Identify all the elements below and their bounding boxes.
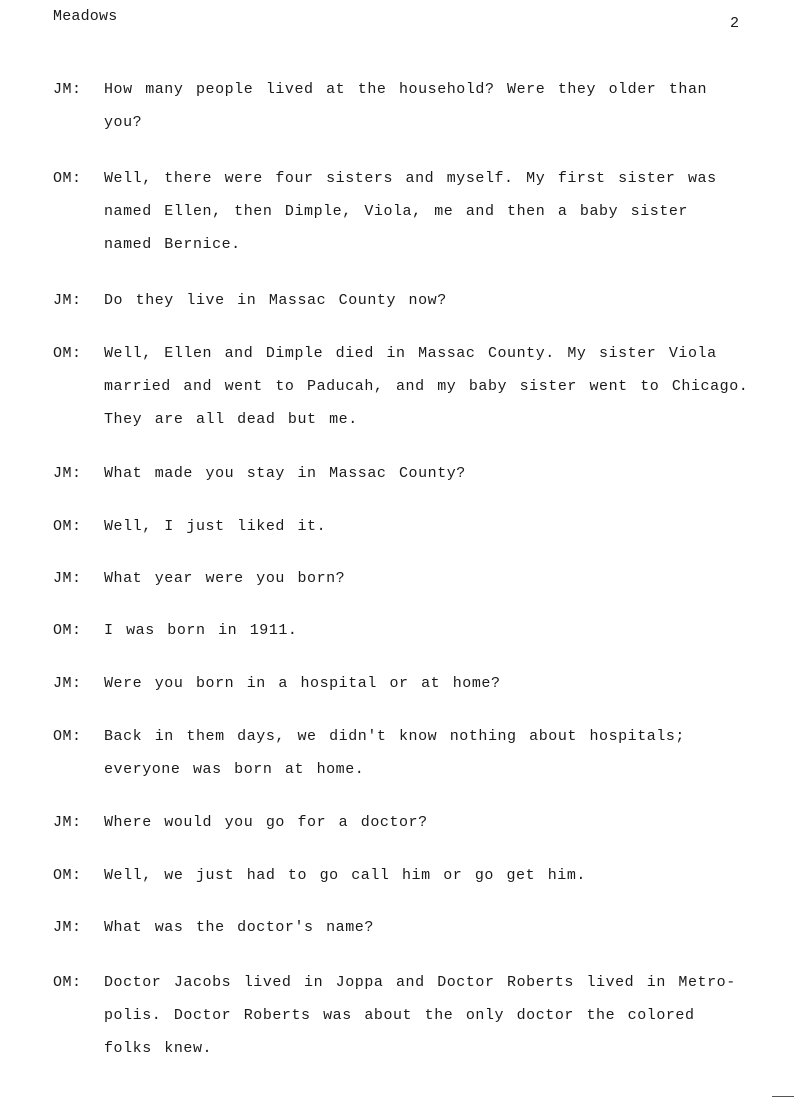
utterance-text	[104, 667, 784, 700]
utterance-line: polis. Doctor Roberts was about the only doctor the colored	[104, 1007, 695, 1024]
utterance-text	[104, 337, 784, 436]
speaker-label: OM:	[53, 974, 82, 991]
utterance-text	[104, 966, 784, 1065]
utterance-line: How many people lived at the household? Were they older than	[104, 81, 708, 98]
speaker-label: OM:	[53, 728, 82, 745]
utterance-text	[104, 911, 784, 944]
utterance-text	[104, 162, 784, 261]
speaker-label: JM:	[53, 919, 82, 936]
utterance-line: Where would you go for a doctor?	[104, 814, 428, 831]
utterance-text	[104, 457, 784, 490]
utterance-line: named Ellen, then Dimple, Viola, me and then a baby sister	[104, 203, 688, 220]
utterance-line: They are all dead but me.	[104, 411, 358, 428]
utterance-text	[104, 806, 784, 839]
utterance-line: Well, there were four sisters and myself. My first sister was	[104, 170, 717, 187]
utterance-text	[104, 859, 784, 892]
utterance-line: What made you stay in Massac County?	[104, 465, 466, 482]
utterance-line: everyone was born at home.	[104, 761, 365, 778]
speaker-label: OM:	[53, 170, 82, 187]
utterance-line: What year were you born?	[104, 570, 346, 587]
utterance-line: What was the doctor's name?	[104, 919, 374, 936]
utterance-line: Do they live in Massac County now?	[104, 292, 447, 309]
utterance-line: Back in them days, we didn't know nothing about hospitals;	[104, 728, 685, 745]
speaker-label: OM:	[53, 622, 82, 639]
utterance-text	[104, 614, 784, 647]
speaker-label: JM:	[53, 465, 82, 482]
speaker-label: OM:	[53, 867, 82, 884]
utterance-line: named Bernice.	[104, 236, 241, 253]
utterance-line: I was born in 1911.	[104, 622, 298, 639]
scan-edge-mark	[772, 1096, 794, 1097]
utterance-line: Well, Ellen and Dimple died in Massac County. My sister Viola	[104, 345, 717, 362]
utterance-line: Doctor Jacobs lived in Joppa and Doctor Roberts lived in Metro-	[104, 974, 736, 991]
speaker-label: OM:	[53, 345, 82, 362]
utterance-line: folks knew.	[104, 1040, 213, 1057]
utterance-text	[104, 510, 784, 543]
utterance-line: you?	[104, 114, 143, 131]
utterance-line: Were you born in a hospital or at home?	[104, 675, 501, 692]
speaker-label: JM:	[53, 675, 82, 692]
utterance-text	[104, 73, 784, 139]
utterance-text	[104, 284, 784, 317]
speaker-label: OM:	[53, 518, 82, 535]
page-number: 2	[730, 15, 740, 32]
speaker-label: JM:	[53, 570, 82, 587]
utterance-line: Well, I just liked it.	[104, 518, 327, 535]
utterance-text	[104, 562, 784, 595]
speaker-label: JM:	[53, 292, 82, 309]
utterance-text	[104, 720, 784, 786]
speaker-label: JM:	[53, 814, 82, 831]
utterance-line: married and went to Paducah, and my baby sister went to Chicago.	[104, 378, 749, 395]
header-interviewee-name: Meadows	[53, 8, 118, 25]
speaker-label: JM:	[53, 81, 82, 98]
utterance-line: Well, we just had to go call him or go get him.	[104, 867, 586, 884]
